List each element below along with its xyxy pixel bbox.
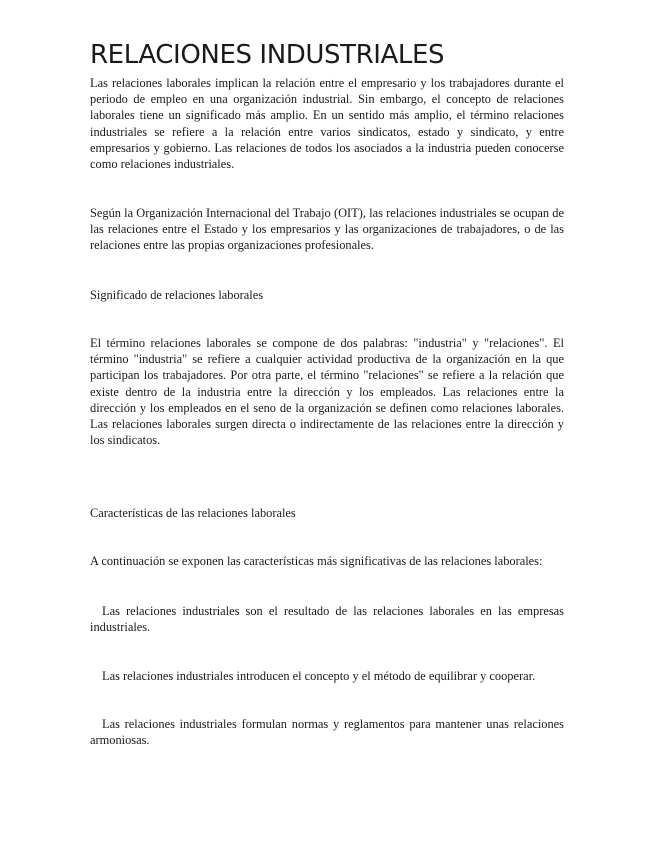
document-title: RELACIONES INDUSTRIALES [90,40,445,70]
significado-paragraph: El término relaciones laborales se compone de dos palabras: "industria" y "relaciones". El término "industria" se refiere a cualquier actividad productiva de la organización en la que participan los trabajadores. Por otra parte, el término "relaciones" se refiere a la relación que existe dentro de la industria entre la dirección y los empleados. Las relaciones entre la dirección y los empleados en el seno de la organización se definen como relaciones laborales. Las relaciones laborales surgen directa o indirectamente de las relaciones entre la dirección y los sindicatos. [90,336,564,448]
characteristic-item: Las relaciones industriales son el resultado de las relaciones laborales en las empresas industriales. [90,604,564,635]
intro-paragraph-2: Según la Organización Internacional del Trabajo (OIT), las relaciones industriales se ocupan de las relaciones entre el Estado y los empresarios y las organizaciones de trabajadores, o de las relaciones entre las propias organizaciones profesionales. [90,206,564,253]
section-heading-significado: Significado de relaciones laborales [90,288,264,302]
section-heading-caracteristicas: Características de las relaciones laborales [90,506,296,520]
caracteristicas-intro: A continuación se exponen las características más significativas de las relaciones laborales: [90,554,543,568]
characteristic-item: Las relaciones industriales formulan normas y reglamentos para mantener unas relaciones armoniosas. [90,717,564,748]
intro-paragraph-1: Las relaciones laborales implican la relación entre el empresario y los trabajadores durante el periodo de empleo en una organización industrial. Sin embargo, el concepto de relaciones laborales tiene un significado más amplio. En un sentido más amplio, el término relaciones industriales se refiere a la relación entre varios sindicatos, estado y sindicato, y entre empresarios y gobierno. Las relaciones de todos los asociados a la industria pueden conocerse como relaciones industriales. [90,76,564,172]
characteristic-item: Las relaciones industriales introducen el concepto y el método de equilibrar y cooperar. [102,669,536,683]
